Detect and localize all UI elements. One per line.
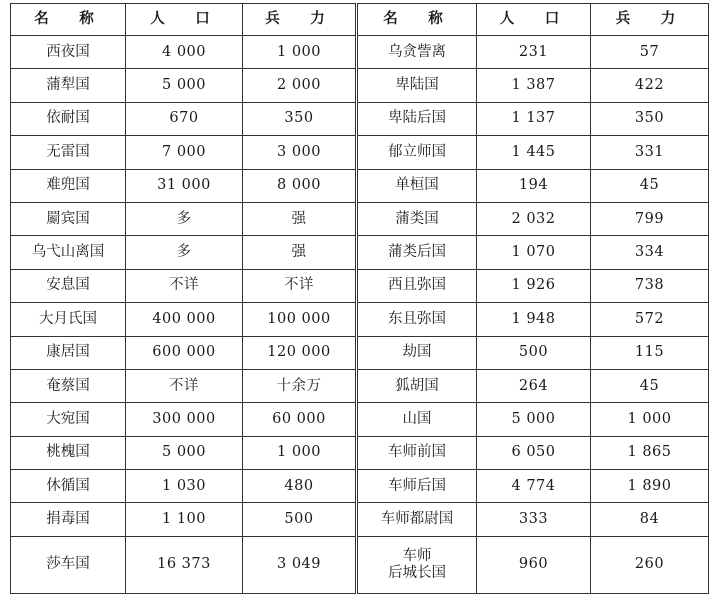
cell-troops-left: 480 (243, 470, 357, 503)
cell-population-right: 1 387 (477, 69, 591, 102)
cell-troops-left: 强 (243, 236, 357, 269)
cell-population-left: 400 000 (126, 303, 243, 336)
cell-population-right: 194 (477, 169, 591, 202)
cell-troops-right: 1 890 (591, 470, 709, 503)
cell-troops-left: 2 000 (243, 69, 357, 102)
cell-troops-right: 45 (591, 369, 709, 402)
cell-population-right: 2 032 (477, 202, 591, 235)
cell-name-right: 卑陆后国 (357, 102, 477, 135)
cell-troops-right: 334 (591, 236, 709, 269)
table-row (11, 36, 709, 69)
cell-name-line1: 车师 (402, 547, 432, 564)
table-body (11, 36, 709, 594)
cell-population-right: 264 (477, 369, 591, 402)
cell-troops-left: 强 (243, 202, 357, 235)
header-population-right: 人 口 (477, 4, 591, 36)
cell-troops-left: 3 049 (243, 536, 357, 593)
table-row (11, 403, 709, 436)
cell-population-left: 1 100 (126, 503, 243, 536)
cell-troops-right: 57 (591, 36, 709, 69)
cell-troops-right: 115 (591, 336, 709, 369)
cell-troops-right: 572 (591, 303, 709, 336)
cell-name-left: 奄蔡国 (11, 369, 126, 402)
cell-troops-left: 3 000 (243, 136, 357, 169)
table-row (11, 269, 709, 302)
cell-troops-right: 738 (591, 269, 709, 302)
cell-population-left: 5 000 (126, 436, 243, 469)
cell-population-right: 1 137 (477, 102, 591, 135)
cell-population-right: 960 (477, 536, 591, 593)
cell-population-left: 5 000 (126, 69, 243, 102)
header-population-left: 人 口 (126, 4, 243, 36)
cell-name-right: 劫国 (357, 336, 477, 369)
cell-troops-right: 84 (591, 503, 709, 536)
cell-population-left: 16 373 (126, 536, 243, 593)
cell-population-left: 31 000 (126, 169, 243, 202)
table-row (11, 136, 709, 169)
cell-name-right: 狐胡国 (357, 369, 477, 402)
data-table-container (10, 3, 708, 594)
cell-population-left: 多 (126, 202, 243, 235)
header-troops-right: 兵 力 (591, 4, 709, 36)
cell-population-right: 333 (477, 503, 591, 536)
cell-name-right: 蒲类国 (357, 202, 477, 235)
cell-population-left: 670 (126, 102, 243, 135)
cell-name-left: 康居国 (11, 336, 126, 369)
cell-troops-left: 1 000 (243, 36, 357, 69)
cell-troops-right: 260 (591, 536, 709, 593)
header-row (11, 4, 709, 36)
cell-troops-left: 120 000 (243, 336, 357, 369)
cell-population-left: 不详 (126, 269, 243, 302)
cell-name-left: 大宛国 (11, 403, 126, 436)
table-row (11, 536, 709, 593)
cell-name-right (357, 536, 477, 593)
table-row (11, 102, 709, 135)
cell-name-line2: 后城长国 (388, 564, 446, 581)
cell-population-left: 4 000 (126, 36, 243, 69)
cell-name-left: 无雷国 (11, 136, 126, 169)
cell-troops-left: 100 000 (243, 303, 357, 336)
cell-population-right: 4 774 (477, 470, 591, 503)
cell-name-left: 蒲犁国 (11, 69, 126, 102)
table-row (11, 470, 709, 503)
cell-population-right: 1 070 (477, 236, 591, 269)
kingdoms-table (10, 3, 709, 594)
cell-name-right: 车师前国 (357, 436, 477, 469)
cell-name-left: 难兜国 (11, 169, 126, 202)
cell-troops-right: 350 (591, 102, 709, 135)
cell-name-left: 西夜国 (11, 36, 126, 69)
cell-population-right: 1 948 (477, 303, 591, 336)
cell-name-left: 莎车国 (11, 536, 126, 593)
cell-population-left: 1 030 (126, 470, 243, 503)
cell-population-right: 1 445 (477, 136, 591, 169)
cell-name-left: 安息国 (11, 269, 126, 302)
cell-name-right: 郁立师国 (357, 136, 477, 169)
cell-name-right: 乌贪訾离 (357, 36, 477, 69)
table-row (11, 336, 709, 369)
cell-population-left: 多 (126, 236, 243, 269)
cell-population-right: 500 (477, 336, 591, 369)
cell-troops-left: 350 (243, 102, 357, 135)
cell-population-right: 5 000 (477, 403, 591, 436)
cell-population-left: 600 000 (126, 336, 243, 369)
cell-population-left: 7 000 (126, 136, 243, 169)
cell-name-right: 西且弥国 (357, 269, 477, 302)
table-row (11, 503, 709, 536)
table-row (11, 202, 709, 235)
cell-troops-right: 799 (591, 202, 709, 235)
cell-name-left: 依耐国 (11, 102, 126, 135)
cell-name-right: 车师后国 (357, 470, 477, 503)
header-name-right: 名 称 (357, 4, 477, 36)
table-row (11, 436, 709, 469)
cell-name-left: 大月氏国 (11, 303, 126, 336)
cell-troops-left: 十余万 (243, 369, 357, 402)
cell-name-right: 蒲类后国 (357, 236, 477, 269)
cell-troops-left: 60 000 (243, 403, 357, 436)
cell-population-left: 不详 (126, 369, 243, 402)
cell-troops-right: 1 000 (591, 403, 709, 436)
cell-name-left: 捐毒国 (11, 503, 126, 536)
header-troops-left: 兵 力 (243, 4, 357, 36)
cell-name-left: 罽宾国 (11, 202, 126, 235)
cell-population-right: 6 050 (477, 436, 591, 469)
cell-population-right: 231 (477, 36, 591, 69)
cell-name-left: 休循国 (11, 470, 126, 503)
table-row (11, 303, 709, 336)
table-row (11, 169, 709, 202)
cell-troops-right: 331 (591, 136, 709, 169)
cell-troops-left: 8 000 (243, 169, 357, 202)
table-row (11, 369, 709, 402)
table-row (11, 236, 709, 269)
cell-name-right: 车师都尉国 (357, 503, 477, 536)
cell-population-left: 300 000 (126, 403, 243, 436)
cell-population-right: 1 926 (477, 269, 591, 302)
cell-name-left: 乌弋山离国 (11, 236, 126, 269)
cell-troops-left: 1 000 (243, 436, 357, 469)
cell-name-right: 卑陆国 (357, 69, 477, 102)
cell-troops-right: 1 865 (591, 436, 709, 469)
cell-name-left: 桃槐国 (11, 436, 126, 469)
cell-troops-left: 不详 (243, 269, 357, 302)
cell-name-right: 山国 (357, 403, 477, 436)
cell-name-right: 单桓国 (357, 169, 477, 202)
cell-troops-right: 422 (591, 69, 709, 102)
cell-name-right: 东且弥国 (357, 303, 477, 336)
table-row (11, 69, 709, 102)
cell-troops-right: 45 (591, 169, 709, 202)
cell-troops-left: 500 (243, 503, 357, 536)
header-name-left: 名 称 (11, 4, 126, 36)
